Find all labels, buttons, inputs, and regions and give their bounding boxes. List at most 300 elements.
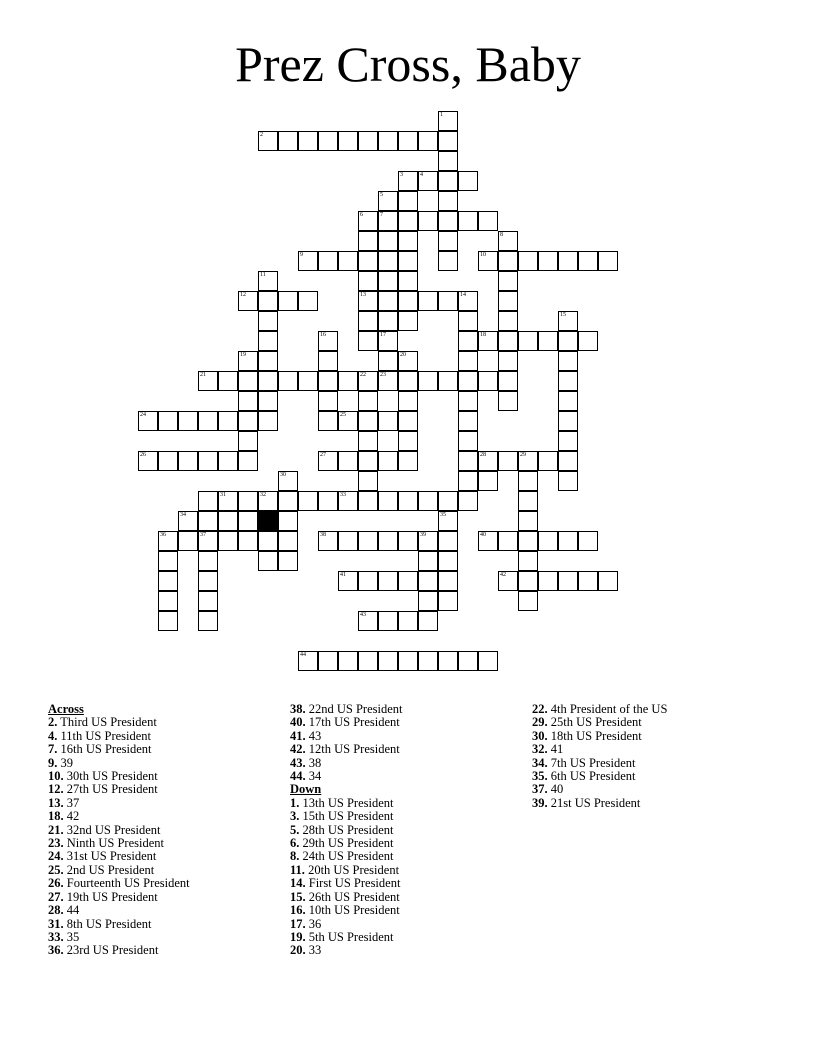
clue-number: 31 [220,492,226,498]
clue-number: 6 [360,212,363,218]
grid-cell[interactable] [518,531,538,551]
grid-cell[interactable] [458,371,478,391]
grid-cell[interactable] [198,511,218,531]
grid-cell[interactable] [578,331,598,351]
clue-item [532,797,762,810]
clue-item [290,757,520,770]
grid-cell[interactable] [418,291,438,311]
grid-cell[interactable] [398,271,418,291]
grid-cell[interactable] [558,431,578,451]
grid-cell[interactable] [378,211,398,231]
grid-cell[interactable] [538,451,558,471]
clue-number-label: 7. [48,742,58,757]
grid-cell[interactable] [438,571,458,591]
clue-number-label: 26. [48,876,64,891]
grid-cell[interactable] [158,551,178,571]
clue-number-label: 15. [290,889,306,904]
page-title: Prez Cross, Baby [235,36,581,92]
clue-number: 42 [500,572,506,578]
grid-cell[interactable] [498,451,518,471]
grid-cell[interactable] [358,251,378,271]
grid-cell[interactable] [518,511,538,531]
grid-cell[interactable] [458,391,478,411]
grid-cell[interactable] [378,491,398,511]
grid-cell[interactable] [158,531,178,551]
grid-cell[interactable] [438,231,458,251]
grid-cell[interactable] [558,571,578,591]
clue-number: 41 [340,572,346,578]
clue-number: 15 [560,312,566,318]
grid-cell[interactable] [318,451,338,471]
grid-cell[interactable] [518,591,538,611]
clue-number-label: 23. [48,836,64,851]
grid-cell[interactable] [238,451,258,471]
grid-cell[interactable] [398,411,418,431]
grid-cell[interactable] [578,571,598,591]
clue-text: 19th US President [63,889,158,904]
grid-cell[interactable] [178,411,198,431]
grid-cell[interactable] [518,571,538,591]
grid-cell[interactable] [358,571,378,591]
clue-number: 7 [380,212,383,218]
grid-cell[interactable] [518,251,538,271]
grid-cell[interactable] [438,131,458,151]
grid-cell[interactable] [418,371,438,391]
grid-cell[interactable] [218,491,238,511]
grid-cell[interactable] [318,331,338,351]
grid-cell[interactable] [438,491,458,511]
clue-number: 17 [380,332,386,338]
clue-text: 20th US President [304,862,400,877]
grid-cell[interactable] [518,331,538,351]
grid-cell[interactable] [538,531,558,551]
grid-cell[interactable] [378,271,398,291]
clue-text: 27th US President [63,782,158,797]
clue-number-label: 6. [290,836,300,851]
grid-cell[interactable] [378,571,398,591]
grid-cell[interactable] [398,291,418,311]
grid-cell[interactable] [378,651,398,671]
grid-cell[interactable] [478,471,498,491]
grid-cell[interactable] [298,491,318,511]
grid-cell[interactable] [358,411,378,431]
clue-item [48,797,278,810]
grid-cell[interactable] [218,511,238,531]
grid-cell[interactable] [378,411,398,431]
grid-cell[interactable] [258,351,278,371]
clue-text: 38 [305,755,322,770]
grid-cell[interactable] [358,471,378,491]
grid-cell[interactable] [258,291,278,311]
grid-cell[interactable] [598,571,618,591]
grid-cell[interactable] [278,511,298,531]
grid-cell[interactable] [238,391,258,411]
grid-cell[interactable] [358,131,378,151]
grid-cell[interactable] [498,371,518,391]
grid-cell[interactable] [478,531,498,551]
grid-cell[interactable] [398,131,418,151]
grid-cell[interactable] [338,651,358,671]
grid-cell[interactable] [358,371,378,391]
grid-cell[interactable] [478,211,498,231]
clue-number: 9 [300,252,303,258]
grid-cell[interactable] [438,191,458,211]
grid-cell[interactable] [518,451,538,471]
grid-cell[interactable] [458,311,478,331]
clue-text: 30th US President [63,769,158,784]
clue-text: 39 [57,755,73,770]
grid-cell[interactable] [438,171,458,191]
grid-cell[interactable] [578,251,598,271]
clue-item [290,918,520,931]
clue-item [290,810,520,823]
grid-cell[interactable] [418,571,438,591]
grid-cell[interactable] [198,371,218,391]
grid-cell[interactable] [198,551,218,571]
grid-cell[interactable] [178,511,198,531]
grid-cell[interactable] [238,491,258,511]
grid-cell[interactable] [398,451,418,471]
grid-cell[interactable] [558,451,578,471]
grid-cell[interactable] [138,451,158,471]
grid-cell[interactable] [238,431,258,451]
grid-cell[interactable] [278,531,298,551]
grid-cell[interactable] [578,531,598,551]
clue-text: 5th US President [305,929,394,944]
grid-cell[interactable] [398,651,418,671]
clue-item [290,797,520,810]
grid-cell[interactable] [358,491,378,511]
grid-cell[interactable] [298,291,318,311]
clue-number-label: 10. [48,769,64,784]
grid-cell[interactable] [298,371,318,391]
grid-cell[interactable] [318,531,338,551]
grid-cell[interactable] [498,311,518,331]
grid-cell[interactable] [238,351,258,371]
grid-cell[interactable] [438,251,458,271]
grid-cell[interactable] [538,331,558,351]
grid-cell[interactable] [398,611,418,631]
clue-text: Ninth US President [63,836,164,851]
grid-cell[interactable] [558,331,578,351]
grid-cell[interactable] [398,391,418,411]
grid-cell[interactable] [218,371,238,391]
clue-item [290,824,520,837]
grid-cell[interactable] [198,411,218,431]
grid-cell[interactable] [338,491,358,511]
grid-cell[interactable] [358,311,378,331]
grid-cell[interactable] [278,131,298,151]
grid-cell[interactable] [458,471,478,491]
grid-cell[interactable] [158,451,178,471]
clue-number-label: 44. [290,769,306,784]
grid-cell[interactable] [498,331,518,351]
grid-cell[interactable] [438,551,458,571]
grid-cell[interactable] [398,571,418,591]
grid-cell[interactable] [378,311,398,331]
clue-number-label: 42. [290,742,306,757]
grid-cell[interactable] [558,371,578,391]
grid-cell[interactable] [258,411,278,431]
grid-cell[interactable] [258,371,278,391]
grid-cell[interactable] [438,511,458,531]
grid-cell[interactable] [458,651,478,671]
clue-item [290,864,520,877]
grid-cell[interactable] [478,371,498,391]
grid-cell[interactable] [198,531,218,551]
grid-cell[interactable] [258,491,278,511]
grid-cell[interactable] [598,251,618,271]
clue-number-label: 17. [290,916,306,931]
grid-cell[interactable] [218,451,238,471]
grid-cell[interactable] [498,391,518,411]
grid-cell[interactable] [238,291,258,311]
clue-number: 8 [500,232,503,238]
grid-cell[interactable] [378,231,398,251]
grid-cell[interactable] [258,391,278,411]
grid-cell[interactable] [438,211,458,231]
grid-cell[interactable] [198,591,218,611]
grid-cell[interactable] [378,351,398,371]
grid-cell[interactable] [258,511,278,531]
grid-cell[interactable] [478,451,498,471]
grid-cell[interactable] [438,591,458,611]
grid-cell[interactable] [358,451,378,471]
clue-item [290,891,520,904]
grid-cell[interactable] [378,251,398,271]
grid-cell[interactable] [498,571,518,591]
grid-cell[interactable] [178,451,198,471]
grid-cell[interactable] [478,251,498,271]
grid-cell[interactable] [418,531,438,551]
grid-cell[interactable] [478,331,498,351]
grid-cell[interactable] [318,391,338,411]
grid-cell[interactable] [498,291,518,311]
grid-cell[interactable] [138,411,158,431]
grid-cell[interactable] [418,651,438,671]
grid-cell[interactable] [258,271,278,291]
clue-number: 18 [480,332,486,338]
grid-cell[interactable] [398,351,418,371]
grid-cell[interactable] [278,551,298,571]
clue-number: 30 [280,472,286,478]
grid-cell[interactable] [418,491,438,511]
clue-item [290,944,520,957]
grid-cell[interactable] [338,251,358,271]
grid-cell[interactable] [358,231,378,251]
grid-cell[interactable] [358,391,378,411]
grid-cell[interactable] [158,611,178,631]
grid-cell[interactable] [318,491,338,511]
grid-cell[interactable] [278,491,298,511]
grid-cell[interactable] [438,291,458,311]
clues-column-2 [290,703,520,958]
clue-item [48,810,278,823]
clue-item [290,877,520,890]
grid-cell[interactable] [458,431,478,451]
clue-text: 44 [63,903,80,918]
grid-cell[interactable] [318,251,338,271]
grid-cell[interactable] [398,371,418,391]
grid-cell[interactable] [378,611,398,631]
grid-cell[interactable] [558,311,578,331]
grid-cell[interactable] [398,491,418,511]
grid-cell[interactable] [398,431,418,451]
clue-number-label: 27. [48,889,64,904]
grid-cell[interactable] [338,571,358,591]
grid-cell[interactable] [238,531,258,551]
grid-cell[interactable] [458,211,478,231]
clue-number-label: 21. [48,822,64,837]
grid-cell[interactable] [398,311,418,331]
clue-text: Fourteenth US President [63,876,190,891]
grid-cell[interactable] [518,471,538,491]
grid-cell[interactable] [278,371,298,391]
grid-cell[interactable] [178,531,198,551]
clue-text: 31st US President [63,849,157,864]
grid-cell[interactable] [158,591,178,611]
grid-cell[interactable] [338,451,358,471]
clue-number-label: 29. [532,715,548,730]
grid-cell[interactable] [378,191,398,211]
grid-cell[interactable] [398,211,418,231]
grid-cell[interactable] [358,331,378,351]
grid-cell[interactable] [378,331,398,351]
grid-cell[interactable] [518,551,538,571]
grid-cell[interactable] [458,411,478,431]
grid-cell[interactable] [458,171,478,191]
clue-number-label: 31. [48,916,64,931]
grid-cell[interactable] [258,551,278,571]
grid-cell[interactable] [398,171,418,191]
clue-number: 32 [260,492,266,498]
grid-cell[interactable] [218,411,238,431]
clue-text: 16th US President [57,742,152,757]
grid-cell[interactable] [358,211,378,231]
grid-cell[interactable] [258,131,278,151]
grid-cell[interactable] [558,251,578,271]
grid-cell[interactable] [198,491,218,511]
grid-cell[interactable] [358,531,378,551]
grid-cell[interactable] [398,191,418,211]
grid-cell[interactable] [258,531,278,551]
grid-cell[interactable] [478,651,498,671]
grid-cell[interactable] [338,411,358,431]
grid-cell[interactable] [358,271,378,291]
grid-cell[interactable] [558,531,578,551]
grid-cell[interactable] [198,451,218,471]
grid-cell[interactable] [158,411,178,431]
grid-cell[interactable] [398,231,418,251]
grid-cell[interactable] [358,611,378,631]
grid-cell[interactable] [458,351,478,371]
grid-cell[interactable] [458,291,478,311]
grid-cell[interactable] [458,491,478,511]
grid-cell[interactable] [378,531,398,551]
grid-cell[interactable] [338,371,358,391]
grid-cell[interactable] [498,531,518,551]
grid-cell[interactable] [558,471,578,491]
grid-cell[interactable] [558,411,578,431]
grid-cell[interactable] [298,251,318,271]
grid-cell[interactable] [498,231,518,251]
grid-cell[interactable] [498,251,518,271]
grid-cell[interactable] [358,431,378,451]
grid-cell[interactable] [378,131,398,151]
grid-cell[interactable] [378,291,398,311]
grid-cell[interactable] [378,371,398,391]
clue-text: 22nd US President [305,702,403,716]
grid-cell[interactable] [418,551,438,571]
grid-cell[interactable] [418,131,438,151]
grid-cell[interactable] [258,311,278,331]
clue-item [48,918,278,931]
grid-cell[interactable] [278,471,298,491]
clue-text: 25th US President [547,715,642,730]
grid-cell[interactable] [438,151,458,171]
grid-cell[interactable] [418,591,438,611]
grid-cell[interactable] [318,131,338,151]
grid-cell[interactable] [398,251,418,271]
grid-cell[interactable] [318,371,338,391]
clue-number-label: 11. [290,862,305,877]
grid-cell[interactable] [518,491,538,511]
grid-cell[interactable] [318,411,338,431]
clue-item [48,783,278,796]
clue-text: 12th US President [305,742,400,757]
clue-number: 35 [440,512,446,518]
grid-cell[interactable] [438,531,458,551]
grid-cell[interactable] [498,271,518,291]
grid-cell[interactable] [438,651,458,671]
grid-cell[interactable] [298,131,318,151]
clue-text: 21st US President [547,795,641,810]
grid-cell[interactable] [218,531,238,551]
grid-cell[interactable] [538,251,558,271]
grid-cell[interactable] [238,511,258,531]
grid-cell[interactable] [538,571,558,591]
grid-cell[interactable] [398,531,418,551]
grid-cell[interactable] [338,531,358,551]
grid-cell[interactable] [278,291,298,311]
grid-cell[interactable] [318,651,338,671]
grid-cell[interactable] [158,571,178,591]
clue-number: 43 [360,612,366,618]
clue-number-label: 8. [290,849,300,864]
grid-cell[interactable] [418,171,438,191]
grid-cell[interactable] [558,351,578,371]
grid-cell[interactable] [558,391,578,411]
grid-cell[interactable] [358,651,378,671]
grid-cell[interactable] [418,611,438,631]
grid-cell[interactable] [318,351,338,371]
grid-cell[interactable] [238,411,258,431]
grid-cell[interactable] [498,351,518,371]
grid-cell[interactable] [258,331,278,351]
grid-cell[interactable] [438,111,458,131]
grid-cell[interactable] [458,451,478,471]
grid-cell[interactable] [338,131,358,151]
grid-cell[interactable] [458,331,478,351]
grid-cell[interactable] [438,371,458,391]
grid-cell[interactable] [378,451,398,471]
grid-cell[interactable] [198,611,218,631]
grid-cell[interactable] [418,211,438,231]
grid-cell[interactable] [358,291,378,311]
grid-cell[interactable] [298,651,318,671]
grid-cell[interactable] [198,571,218,591]
grid-cell[interactable] [238,371,258,391]
